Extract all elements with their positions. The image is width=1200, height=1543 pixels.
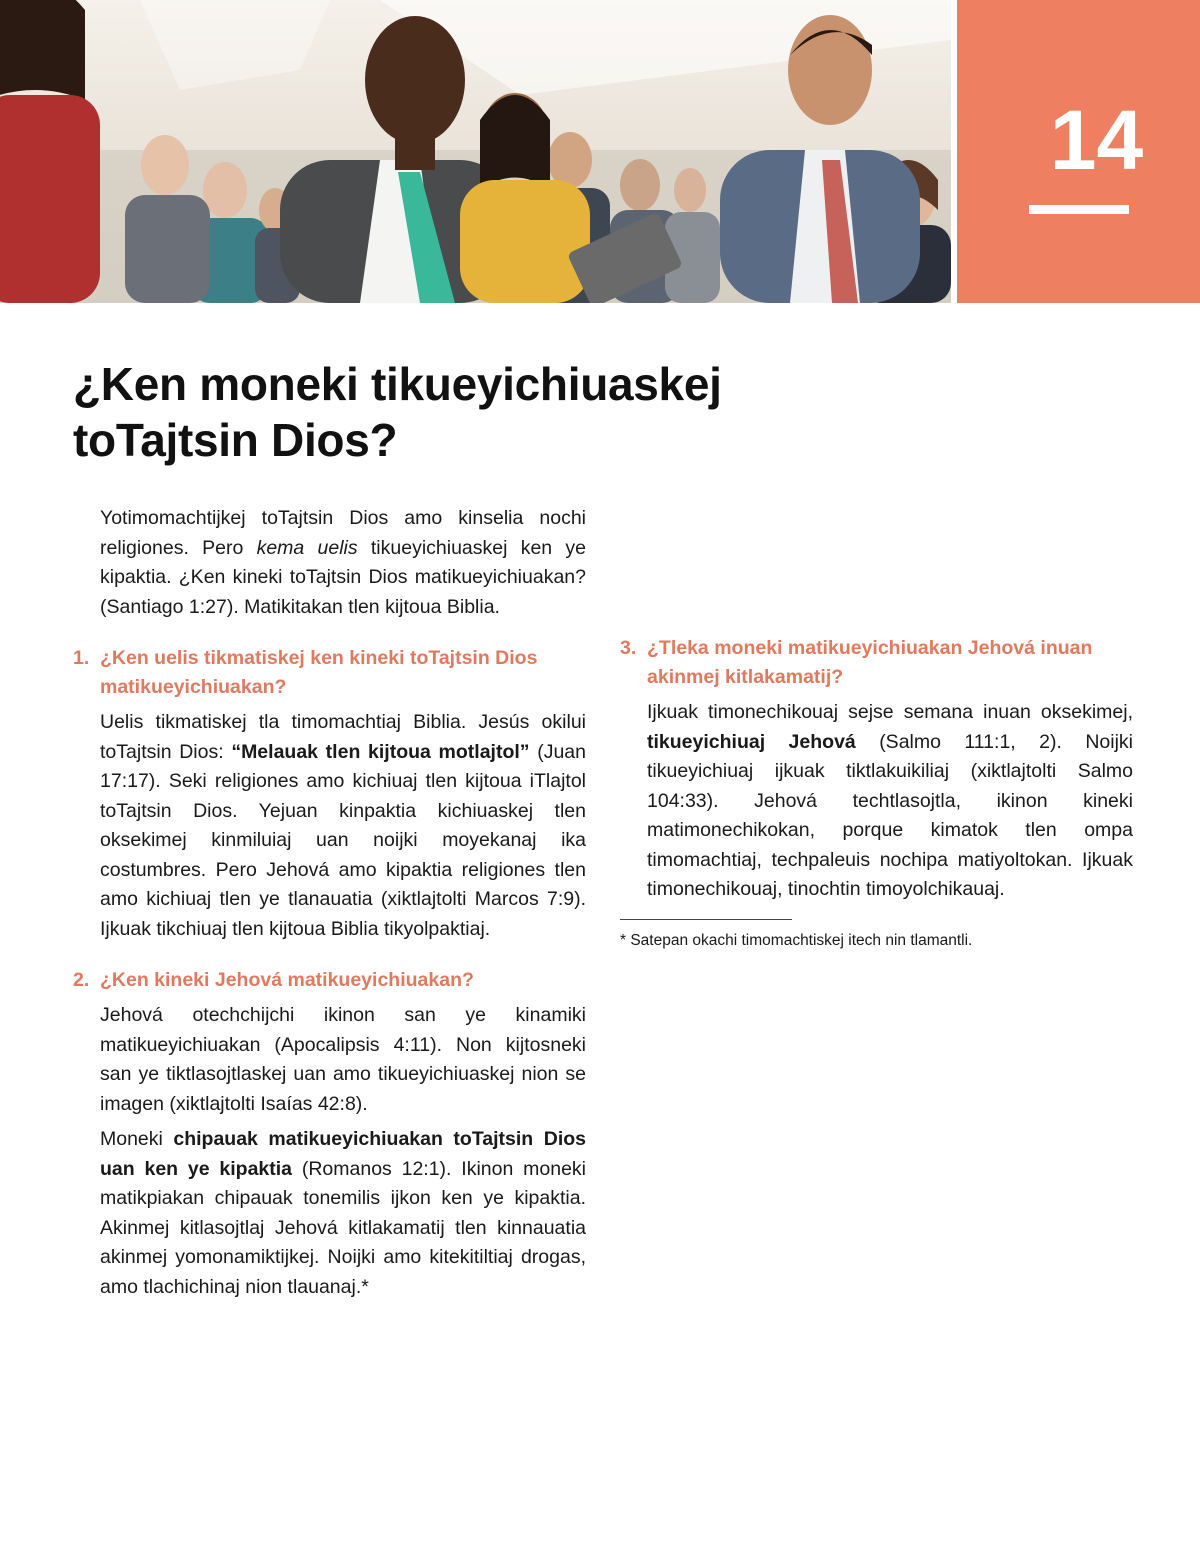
header-photo	[0, 0, 951, 303]
question-1-number: 1.	[73, 647, 90, 669]
answer-2-paragraph-1: Jehová otechchijchi ikinon san ye kinamiki matikueyichiuakan (Apocalipsis 4:11). Non kijtosneki san ye tiktlasojtlaskej uan amo tikueyichiuaskej nion se imagen (xiktlajtolti Isaías 42:8).	[100, 1004, 586, 1115]
intro-text-cont: tikueyichiuaskej ken ye kipaktia. ¿Ken kineki toTajtsin Dios matikueyichiuakan? (Santiago 1:27). Matikitakan tlen kijtoua Biblia.	[100, 536, 586, 618]
answer-2-paragraph-2	[73, 1125, 586, 1302]
answer-1-paragraph	[73, 708, 586, 944]
answer-3-paragraph	[620, 698, 1133, 905]
intro-emphasis: kema uelis	[256, 536, 358, 559]
right-column	[620, 504, 1133, 952]
continued-text-spacer	[620, 504, 1133, 634]
question-1-text: ¿Ken uelis tikmatiskej ken kineki toTajtsin Dios matikueyichiuakan?	[100, 647, 538, 698]
question-2-heading	[73, 966, 586, 995]
chapter-number: 14	[1049, 93, 1144, 187]
answer-1-emphasis: “Melauak tlen kijtoua motlajtol”	[231, 740, 530, 763]
intro-paragraph	[73, 504, 586, 622]
answer-2-text: Moneki	[100, 1128, 174, 1150]
question-3-text: ¿Tleka moneki matikueyichiuakan Jehová inuan akinmej kitlakamatij?	[647, 637, 1093, 688]
congregation-singing-image	[0, 0, 951, 303]
answer-3-emphasis: tikueyichiuaj Jehová	[647, 730, 856, 753]
page-title: ¿Ken moneki tikueyichiuaskej toTajtsin Dios?	[73, 358, 722, 466]
question-2-number: 2.	[73, 969, 90, 991]
answer-2-text-cont: (Romanos 12:1). Ikinon moneki matikpiakan chipauak tonemilis ijkon ken ye kipaktia. Akinmej kitlasojtlaj Jehová kitlakamatij tlen kinnauatia akinmej yomonamiktijkej. Noijki amo kitekitiltiaj drogas, amo tlachichinaj nion tlauanaj.*	[100, 1157, 586, 1298]
question-3-number: 3.	[620, 637, 637, 659]
answer-1-text-cont: (Juan 17:17). Seki religiones amo kichiuaj tlen kijtoua iTlajtol toTajtsin Dios. Yejuan kinpaktia kichiuaskej tlen oksekimej kinmiluiaj uan noijki moyekanaj ika costumbres. Pero Jehová amo kipaktia religiones tlen amo kichiuaj tlen ye tlanauatia (xiktlajtolti Marcos 7:9). Ijkuak tikchiuaj tlen kijtoua Biblia tikyolpaktiaj.	[100, 740, 586, 940]
footnote: * Satepan okachi timomachtiskej itech nin tlamantli.	[620, 931, 973, 949]
answer-3-text-cont: (Salmo 111:1, 2). Noijki tikueyichiuaj ijkuak tiktlakuikiliaj (xiktlajtolti Salmo 104:33). Jehová techtlasojtla, ikinon kineki matimonechikokan, porque kimatok tlen ompa timomachtiaj, techpaleuis nochipa matiyoltokan. Ijkuak timonechikouaj, tinochtin timoyolchikauaj.	[647, 730, 1133, 900]
chapter-underline	[1029, 205, 1129, 214]
answer-3-text: Ijkuak timonechikouaj sejse semana inuan oksekimej,	[647, 701, 1133, 723]
question-1-heading	[73, 644, 586, 702]
left-column	[73, 504, 586, 1302]
footnote-divider	[620, 919, 792, 920]
question-3-heading	[620, 634, 1133, 692]
answer-1-text: Uelis tikmatiskej tla timomachtiaj Biblia. Jesús okilui toTajtsin Dios:	[100, 711, 586, 763]
intro-text: Yotimomachtijkej toTajtsin Dios amo kinselia nochi religiones. Pero	[100, 507, 586, 559]
answer-2-emphasis: chipauak matikueyichiuakan toTajtsin Dios uan ken ye kipaktia	[100, 1128, 586, 1180]
chapter-marker	[957, 0, 1200, 303]
question-2-text: ¿Ken kineki Jehová matikueyichiuakan?	[100, 969, 474, 991]
